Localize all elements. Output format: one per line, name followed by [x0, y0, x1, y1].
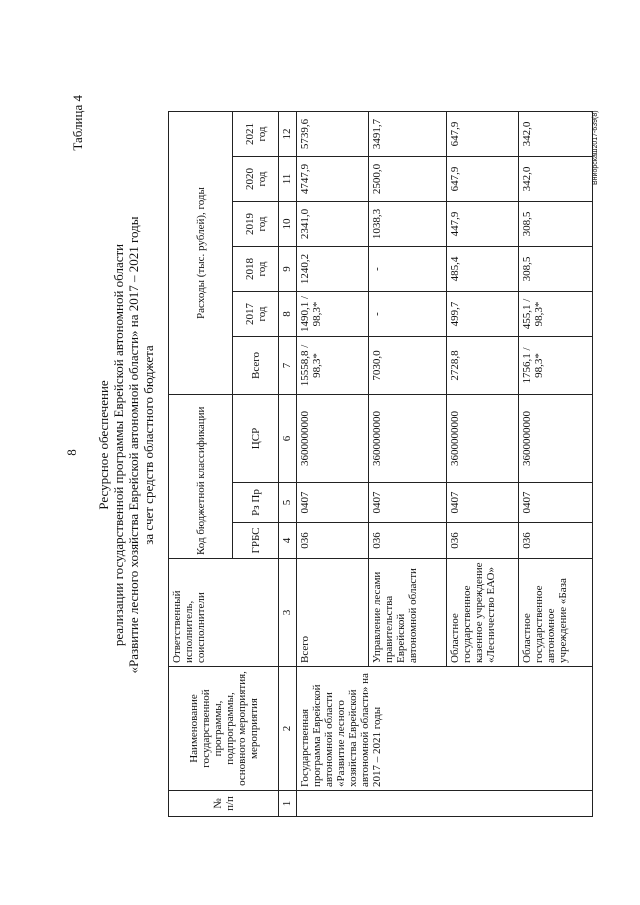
rzpr-cell: 0407 [447, 483, 519, 523]
grbs-cell: 036 [369, 523, 447, 559]
total-cell: 2728,8 [447, 337, 519, 395]
y2019-cell: 1038,3 [369, 202, 447, 247]
grbs-cell: 036 [297, 523, 369, 559]
header-2020: 2020 год [233, 157, 279, 202]
grbs-cell: 036 [447, 523, 519, 559]
y2019-cell: 308,5 [519, 202, 593, 247]
y2019-cell: 2341,0 [297, 202, 369, 247]
header-2017: 2017 год [233, 292, 279, 337]
column-number: 9 [279, 247, 297, 292]
column-number: 8 [279, 292, 297, 337]
header-rzpr: Рз Пр [233, 483, 279, 523]
program-name: Государственная программа Еврейской автономной области «Развитие лесного хозяйства Еврейской автономной области» на 2017 – 2021 годы [297, 667, 593, 791]
header-total: Всего [233, 337, 279, 395]
executor-cell: Областное государственное казенное учреждение «Лесничество ЕАО» [447, 559, 519, 667]
header-csr: ЦСР [233, 395, 279, 483]
rzpr-cell: 0407 [297, 483, 369, 523]
y2018-cell: 308,5 [519, 247, 593, 292]
y2021-cell: 647,9 [447, 112, 519, 157]
y2018-cell: 1240,2 [297, 247, 369, 292]
header-expenses: Расходы (тыс. рублей), годы [169, 112, 233, 395]
header-2018: 2018 год [233, 247, 279, 292]
grbs-cell: 036 [519, 523, 593, 559]
column-number: 6 [279, 395, 297, 483]
y2017-cell: - [369, 292, 447, 337]
column-number: 11 [279, 157, 297, 202]
column-number: 12 [279, 112, 297, 157]
column-number: 10 [279, 202, 297, 247]
total-cell: 15558,8 / 98,3* [297, 337, 369, 395]
y2020-cell: 2500,0 [369, 157, 447, 202]
y2018-cell: - [369, 247, 447, 292]
column-number: 4 [279, 523, 297, 559]
header-budget-code: Код бюджетной классификации [169, 395, 233, 559]
header-num: № п/п [169, 791, 279, 817]
y2017-cell: 455,1 / 98,3* [519, 292, 593, 337]
column-numbers-row [279, 112, 297, 817]
header-name: Наименование государственной программы, подпрограммы, основного мероприятия, мероприятия [169, 667, 279, 791]
table-row [297, 112, 369, 817]
rzpr-cell: 0407 [369, 483, 447, 523]
executor-cell: Всего [297, 559, 369, 667]
y2020-cell: 647,9 [447, 157, 519, 202]
executor-cell: Областное государственное автономное учреждение «База [519, 559, 593, 667]
header-2019: 2019 год [233, 202, 279, 247]
total-cell: 7030,0 [369, 337, 447, 395]
resource-table [168, 111, 593, 817]
y2021-cell: 3491,7 [369, 112, 447, 157]
csr-cell: 3600000000 [519, 395, 593, 483]
title-line: за счет средств областного бюджета [141, 345, 156, 545]
header-grbs: ГРБС [233, 523, 279, 559]
title-line: «Развитие лесного хозяйства Еврейской автономной области» на 2017 – 2021 годы [126, 216, 141, 674]
column-number: 1 [279, 791, 297, 817]
column-number: 2 [279, 667, 297, 791]
column-number: 3 [279, 559, 297, 667]
y2019-cell: 447,9 [447, 202, 519, 247]
row-num [297, 791, 593, 817]
footer-code: Вниорскаш2017-639(8) [592, 110, 599, 185]
y2020-cell: 342,0 [519, 157, 593, 202]
header-executor: Ответственный исполнитель, соисполнители [169, 559, 279, 667]
document-title [96, 95, 156, 795]
total-cell: 1756,1 / 98,3* [519, 337, 593, 395]
page-number: 8 [64, 449, 79, 456]
csr-cell: 3600000000 [369, 395, 447, 483]
column-number: 7 [279, 337, 297, 395]
y2017-cell: 499,7 [447, 292, 519, 337]
csr-cell: 3600000000 [447, 395, 519, 483]
y2018-cell: 485,4 [447, 247, 519, 292]
y2021-cell: 5739,6 [297, 112, 369, 157]
rzpr-cell: 0407 [519, 483, 593, 523]
table-label: Таблица 4 [70, 95, 85, 151]
y2017-cell: 1490,1 / 98,3* [297, 292, 369, 337]
title-line: Ресурсное обеспечение [96, 380, 111, 510]
y2020-cell: 4747,9 [297, 157, 369, 202]
header-2021: 2021 год [233, 112, 279, 157]
column-number: 5 [279, 483, 297, 523]
y2021-cell: 342,0 [519, 112, 593, 157]
title-line: реализации государственной программы Еврейской автономной области [111, 243, 126, 647]
csr-cell: 3600000000 [297, 395, 369, 483]
executor-cell: Управление лесами правительства Еврейской автономной области [369, 559, 447, 667]
